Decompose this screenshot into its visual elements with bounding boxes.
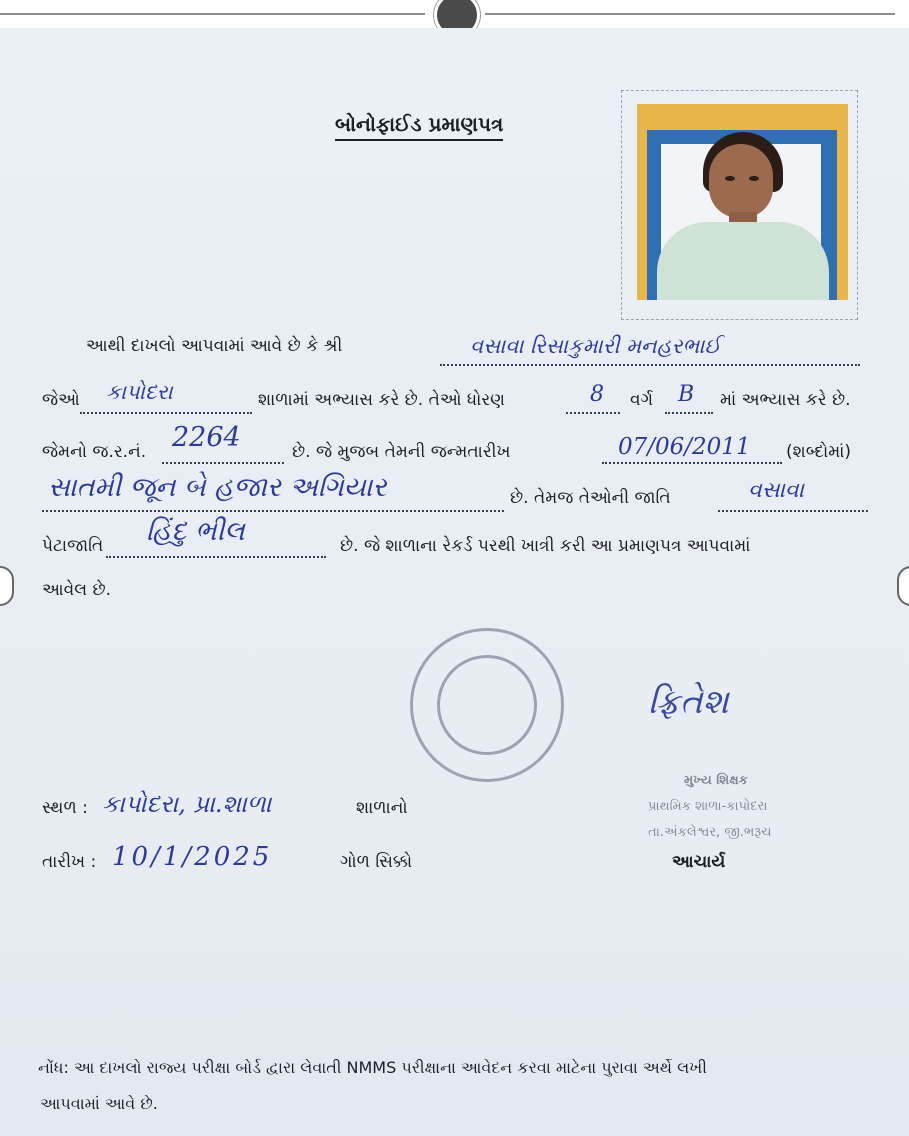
name-dotted-line: [440, 364, 860, 366]
crop-toolbar: [0, 0, 909, 28]
date-label: તારીખ :: [42, 852, 97, 872]
dob-dotted-line: [602, 462, 782, 464]
principal-signature: ફ્રિતેશ: [648, 682, 729, 722]
dob-words-dotted-line: [42, 510, 504, 512]
crop-handle-right[interactable]: [897, 566, 909, 606]
line3-mid: છે. જે મુજબ તેમની જન્મતારીખ: [292, 442, 511, 462]
seal-label-1: શાળાનો: [356, 798, 408, 818]
dob-value: 07/06/2011: [618, 434, 751, 460]
standard-value: 8: [590, 382, 604, 407]
stamp-line-2: પ્રાથમિક શાળા-કાપોદરા: [648, 799, 768, 814]
student-name: વસાવા રિસાકુમારી મનહરભાઈ: [470, 334, 721, 358]
division-value: B: [678, 382, 695, 407]
line3-suffix: (શબ્દોમાં): [786, 442, 852, 462]
school-round-seal: [410, 628, 564, 782]
subcaste-dotted-line: [106, 556, 326, 558]
line5-suffix: છે. જે શાળાના રેકર્ડ પરથી ખાત્રી કરી આ પ્રમાણપત્ર આપવામાં: [340, 536, 751, 556]
place-value: કાપોદરા, પ્રા.શાળા: [102, 790, 272, 818]
division-dotted-line: [665, 412, 713, 414]
line2-mid1: શાળામાં અભ્યાસ કરે છે. તેઓ ધોરણ: [258, 390, 505, 410]
student-photo: [637, 104, 848, 300]
caste-value: વસાવા: [748, 478, 805, 503]
stamp-line-1: મુખ્ય શિક્ષક: [684, 773, 748, 788]
school-name: કાપોદરા: [106, 380, 173, 404]
seal-label-2: ગોળ સિક્કો: [340, 852, 413, 872]
stamp-line-3: તા.અંકલેશ્વર, જી.ભરૂચ: [648, 825, 772, 840]
line1-prefix: આથી દાખલો આપવામાં આવે છે કે શ્રી: [86, 336, 343, 356]
dob-in-words: સાતમી જૂન બે હજાર અગિયાર: [48, 472, 387, 503]
place-label: સ્થળ :: [42, 798, 88, 818]
line5-prefix: પેટાજાતિ: [42, 536, 104, 556]
certificate-title: બોનોફાઈડ પ્રમાણપત્ર: [335, 112, 503, 141]
standard-dotted-line: [566, 412, 620, 414]
principal-stamp: [648, 768, 772, 846]
principal-label: આચાર્ય: [672, 852, 726, 872]
crop-line-right: [485, 13, 895, 15]
line6: આવેલ છે.: [42, 580, 112, 600]
note-line-2: આપવામાં આવે છે.: [40, 1094, 158, 1113]
subcaste-value: હિંદુ ભીલ: [146, 516, 245, 547]
gr-dotted-line: [162, 462, 284, 464]
note-line-1: નોંધ: આ દાખલો રાજ્ય પરીક્ષા બોર્ડ દ્વારા લેવાતી NMMS પરીક્ષાના આવેદન કરવા માટેના પુરાવા અર્થે લખી: [38, 1058, 707, 1077]
line3-prefix: જેમનો જ.ર.નં.: [42, 442, 147, 462]
date-value: 10/1/2025: [112, 842, 273, 872]
school-dotted-line: [80, 412, 252, 414]
line2-prefix: જેઓ: [42, 390, 80, 410]
crop-line-left: [0, 13, 425, 15]
line4-mid: છે. તેમજ તેઓની જાતિ: [510, 488, 671, 508]
caste-dotted-line: [718, 510, 868, 512]
line2-mid2: વર્ગ: [630, 390, 654, 410]
gr-number: 2264: [172, 422, 241, 453]
line2-suffix: માં અભ્યાસ કરે છે.: [720, 390, 851, 410]
